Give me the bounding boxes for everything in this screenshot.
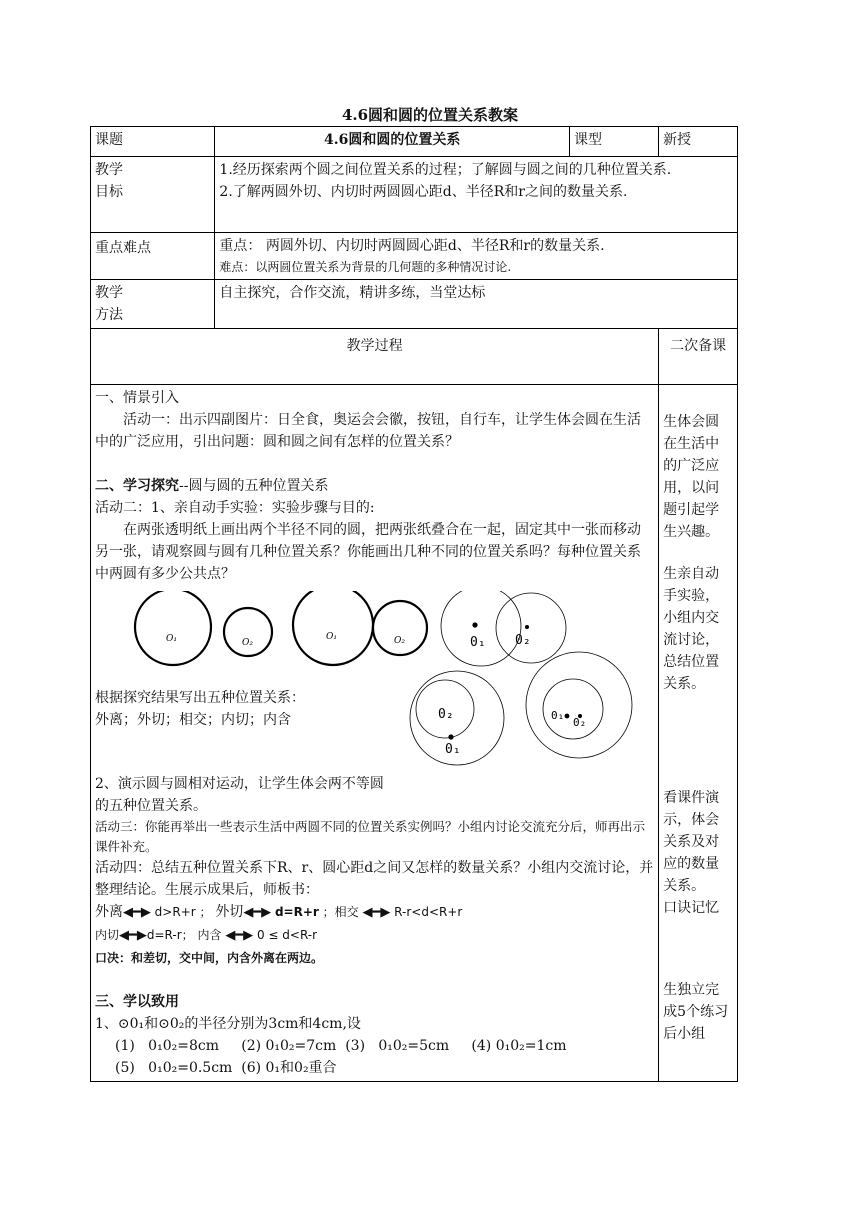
fig4-label-2: 0₂ <box>438 707 454 722</box>
note-1: 生体会圆在生活中的广泛应用，以问题引起学生兴趣。 <box>663 414 720 540</box>
fig5-label-2: 0₂ <box>573 716 587 729</box>
result-block <box>95 687 405 731</box>
difficulty-text: 难点：以两圆位置关系为背景的几何题的多种情况讨论. <box>219 260 512 274</box>
exercise-1-options-a: (1) 0₁0₂=8cm (2) 0₁0₂=7cm (3) 0₁0₂=5cm (4) 0₁0₂=1cm <box>115 1038 567 1054</box>
goals-label: 教学 目标 <box>91 157 215 233</box>
activity-4-text: 活动四：总结五种位置关系下R、r、圆心距d之间又怎样的数量关系？小组内交流讨论，并整理结论。生展示成果后，师板书： <box>95 860 654 898</box>
fig4-center-1 <box>448 734 453 739</box>
exercise-1-options-b: (5) 0₁0₂=0.5cm (6) 0₁和0₂重合 <box>115 1060 337 1076</box>
fig1-circle-2 <box>224 608 272 656</box>
activity-2-intro: 活动二：1、亲自动手实验：实验步骤与目的: <box>95 500 375 516</box>
fig3-center-1 <box>472 622 477 627</box>
exercise-1: 1、⊙0₁和⊙0₂的半径分别为3cm和4cm,设 <box>95 1016 361 1032</box>
topic-value: 4.6圆和圆的位置关系 <box>215 127 570 157</box>
process-content <box>91 385 659 1082</box>
type-label: 课型 <box>570 127 659 157</box>
fig2-label-2: O₂ <box>394 636 405 646</box>
fig3-center-2 <box>525 625 529 629</box>
type-value: 新授 <box>659 127 738 157</box>
fig1-circle-1 <box>135 591 211 665</box>
notes-column <box>659 385 738 1082</box>
method-label: 教学 方法 <box>91 280 215 329</box>
row-process-body <box>91 385 738 1082</box>
key-points-label: 重点难点 <box>91 233 215 280</box>
note-3: 看课件演示，体会关系及对应的数量关系。 <box>663 790 720 894</box>
circle-figures <box>95 591 654 769</box>
section-3-title: 三、学以致用 <box>95 994 179 1010</box>
key-points-content <box>215 233 738 280</box>
double-arrow-icon: ◀━▶ <box>243 905 272 920</box>
demo-text: 2、演示圆与圆相对运动，让学生体会两不等圆的五种位置关系。 <box>95 776 384 814</box>
focus-text: 重点： 两圆外切、内切时两圆圆心距d、半径R和r的数量关系. <box>219 238 605 254</box>
result-text: 根据探究结果写出五种位置关系： <box>95 690 305 706</box>
activity-3-text: 活动三：你能再举出一些表示生活中两圆不同的位置关系实例吗？小组内讨论交流充分后，师再出示课件补充。 <box>95 819 646 854</box>
fig2-label-1: O₁ <box>326 632 337 642</box>
notes-header: 二次备课 <box>659 329 738 385</box>
section-1-text: 活动一：出示四副图片：日全食，奥运会会徽，按钮，自行车，让学生体会圆在生活中的广泛应用，引出问题：圆和圆之间有怎样的位置关系？ <box>95 412 641 450</box>
fig3-circle-2 <box>496 593 566 663</box>
goal-item-2: 2.了解两圆外切、内切时两圆圆心距d、半径R和r之间的数量关系. <box>219 184 628 200</box>
goal-item-1: 1.经历探索两个圆之间位置关系的过程；了解圆与圆之间的几种位置关系. <box>219 162 672 178</box>
formula-line-1: 外离◀━▶ d>R+r ； 外切◀━▶ d=R+r ；相交 ◀━▶ R-r<d<R+r <box>95 901 654 924</box>
lesson-plan-table <box>90 126 738 1082</box>
method-text: 自主探究，合作交流，精讲多练，当堂达标 <box>215 280 738 329</box>
goals-content <box>215 157 738 233</box>
fig5-label-1: 0₁ <box>551 709 565 722</box>
formula-line-2: 内切◀━▶d=R-r； 内含 ◀━▶ 0 ≤ d<R-r <box>95 924 654 947</box>
fig5-center-1 <box>565 714 570 719</box>
topic-label: 课题 <box>91 127 215 157</box>
row-topic <box>91 127 738 157</box>
row-process-header <box>91 329 738 385</box>
document-title: 4.6圆和圆的位置关系教案 <box>341 106 519 124</box>
double-arrow-icon: ◀━▶ <box>123 905 151 920</box>
process-header: 教学过程 <box>91 329 659 385</box>
row-method <box>91 280 738 329</box>
fig1-label-1: O₁ <box>166 634 177 644</box>
fig1-label-2: O₂ <box>242 638 253 648</box>
circle-positions-diagram <box>95 591 643 769</box>
section-1-title: 一、情景引入 <box>95 390 179 406</box>
fig2-circle-1 <box>293 591 373 665</box>
fig2-circle-2 <box>373 601 427 655</box>
note-2: 生亲自动手实验，小组内交流讨论，总结位置关系。 <box>663 566 720 692</box>
mnemonic: 口决：和差切，交中间，内含外离在两边。 <box>95 951 324 965</box>
note-5: 生独立完成5个练习后小组 <box>663 982 729 1042</box>
double-arrow-icon: ◀━▶ <box>225 928 254 943</box>
section-2-title: 二、学习探究--圆与圆的五种位置关系 <box>95 478 329 494</box>
note-4: 口诀记忆 <box>663 900 720 916</box>
double-arrow-icon: ◀━▶ <box>119 928 147 943</box>
row-goals <box>91 157 738 233</box>
row-key-points <box>91 233 738 280</box>
fig4-label-1: 0₁ <box>445 742 461 757</box>
fig3-label-2: 0₂ <box>515 633 531 648</box>
fig3-label-1: 0₁ <box>470 635 486 650</box>
fig5-circle-1 <box>526 652 632 758</box>
double-arrow-icon: ◀━▶ <box>362 905 391 920</box>
relations-list: 外离；外切；相交；内切；内含 <box>95 712 291 728</box>
activity-2-text: 在两张透明纸上画出两个半径不同的圆，把两张纸叠合在一起，固定其中一张而移动另一张，请观察圆与圆有几种位置关系？你能画出几种不同的位置关系吗？每种位置关系中两圆有多少公共点？ <box>95 522 641 582</box>
